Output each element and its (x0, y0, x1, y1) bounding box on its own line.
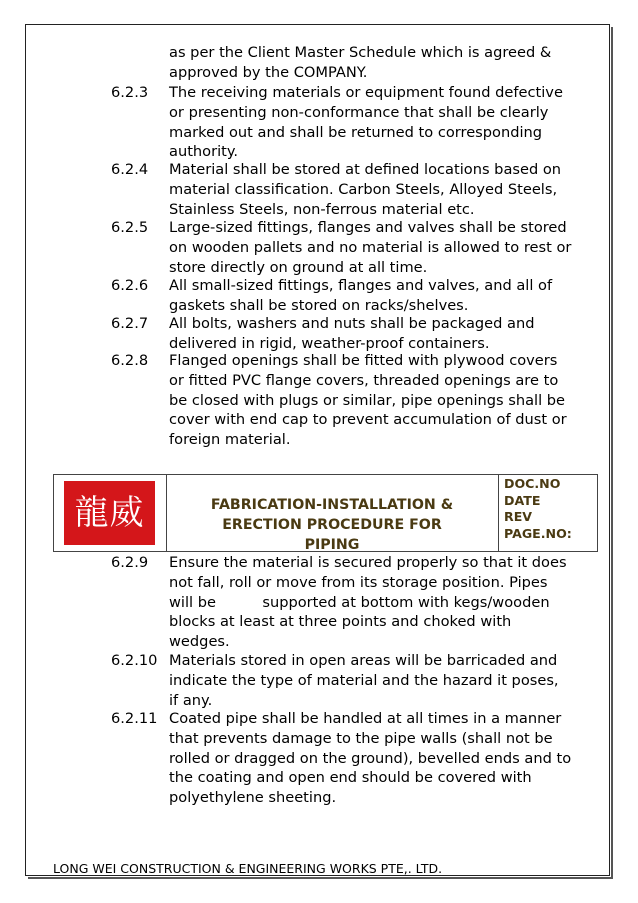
text-line: be closed with plugs or similar, pipe openings shall be (169, 391, 566, 409)
text-line: store directly on ground at all time. (169, 258, 428, 276)
clause-number: 6.2.5 (111, 219, 149, 236)
text-line: or fitted PVC flange covers, threaded openings are to (169, 371, 559, 389)
document-info-cell (498, 475, 597, 551)
clause-number: 6.2.11 (111, 710, 158, 727)
text-line: All bolts, washers and nuts shall be packaged and (169, 315, 535, 332)
text-line: authority. (169, 143, 239, 161)
clause-text (169, 276, 591, 316)
text-line: the coating and open end should be covered with (169, 769, 532, 787)
text-line: as per the Client Master Schedule which is agreed & (169, 44, 552, 61)
title-line: ERECTION PROCEDURE FOR (222, 517, 442, 533)
company-footer: LONG WEI CONSTRUCTION & ENGINEERING WORKS PTE,. LTD. (53, 861, 443, 876)
clause-text (169, 218, 591, 277)
clause-number: 6.2.4 (111, 161, 149, 178)
document-title (166, 495, 498, 555)
clause-text (169, 83, 591, 162)
text-line: not fall, roll or move from its storage position. Pipes (169, 573, 548, 591)
text-line: polyethylene sheeting. (169, 789, 337, 807)
clause-number: 6.2.3 (111, 84, 149, 101)
rev-label: REV (504, 509, 533, 524)
company-seal-logo (64, 481, 155, 545)
document-header (53, 474, 598, 552)
text-line: if any. (169, 691, 213, 709)
clause-number: 6.2.9 (111, 554, 149, 571)
text-line: Material shall be stored at defined locations based on (169, 161, 562, 178)
title-line: FABRICATION-INSTALLATION & (210, 497, 454, 513)
text-line: Stainless Steels, non-ferrous material etc. (169, 200, 475, 218)
text-line: delivered in rigid, weather-proof containers. (169, 334, 490, 352)
clause-text (169, 709, 591, 808)
text-line: Materials stored in open areas will be barricaded and (169, 652, 558, 669)
text-line: Large-sized fittings, flanges and valves shall be stored (169, 219, 567, 236)
text-line: material classification. Carbon Steels, Alloyed Steels, (169, 180, 558, 198)
clause-number: 6.2.7 (111, 315, 149, 332)
text-line: The receiving materials or equipment found defective (169, 84, 563, 101)
text-line: that prevents damage to the pipe walls (shall not be (169, 729, 553, 747)
page-no-label: PAGE.NO: (504, 525, 572, 541)
clause-number: 6.2.10 (111, 652, 158, 669)
doc-no-label: DOC.NO (504, 476, 561, 491)
text-line: Coated pipe shall be handled at all times in a manner (169, 710, 562, 727)
date-label: DATE (504, 492, 541, 508)
text-line: or presenting non-conformance that shall be clearly (169, 103, 549, 121)
clause-text (169, 651, 591, 710)
text-line: wedges. (169, 633, 230, 651)
text-line: All small-sized fittings, flanges and valves, and all of (169, 277, 553, 294)
text-line: Ensure the material is secured properly so that it does (169, 554, 567, 571)
text-line: will be supported at bottom with kegs/wooden (169, 593, 550, 611)
title-cell (166, 475, 499, 551)
clause-text (169, 351, 591, 450)
text-line: cover with end cap to prevent accumulation of dust or (169, 411, 567, 429)
text-line: indicate the type of material and the hazard it poses, (169, 671, 559, 689)
logo-cell (54, 475, 167, 551)
clause-text (169, 314, 591, 354)
text-line: approved by the COMPANY. (169, 63, 368, 81)
continuation-text (169, 43, 591, 83)
clause-text (169, 160, 591, 219)
text-line: marked out and shall be returned to corresponding (169, 123, 543, 141)
clause-number: 6.2.8 (111, 352, 149, 369)
text-line: Flanged openings shall be fitted with plywood covers (169, 352, 558, 369)
clause-number: 6.2.6 (111, 277, 149, 294)
seal-characters: 龍威 (74, 493, 145, 533)
text-line: on wooden pallets and no material is allowed to rest or (169, 238, 572, 256)
text-line: foreign material. (169, 431, 291, 449)
clause-text (169, 553, 591, 652)
text-line: blocks at least at three points and choked with (169, 613, 512, 631)
text-line: gaskets shall be stored on racks/shelves. (169, 296, 469, 314)
title-line: PIPING (304, 537, 360, 553)
text-line: rolled or dragged on the ground), bevelled ends and to (169, 749, 572, 767)
